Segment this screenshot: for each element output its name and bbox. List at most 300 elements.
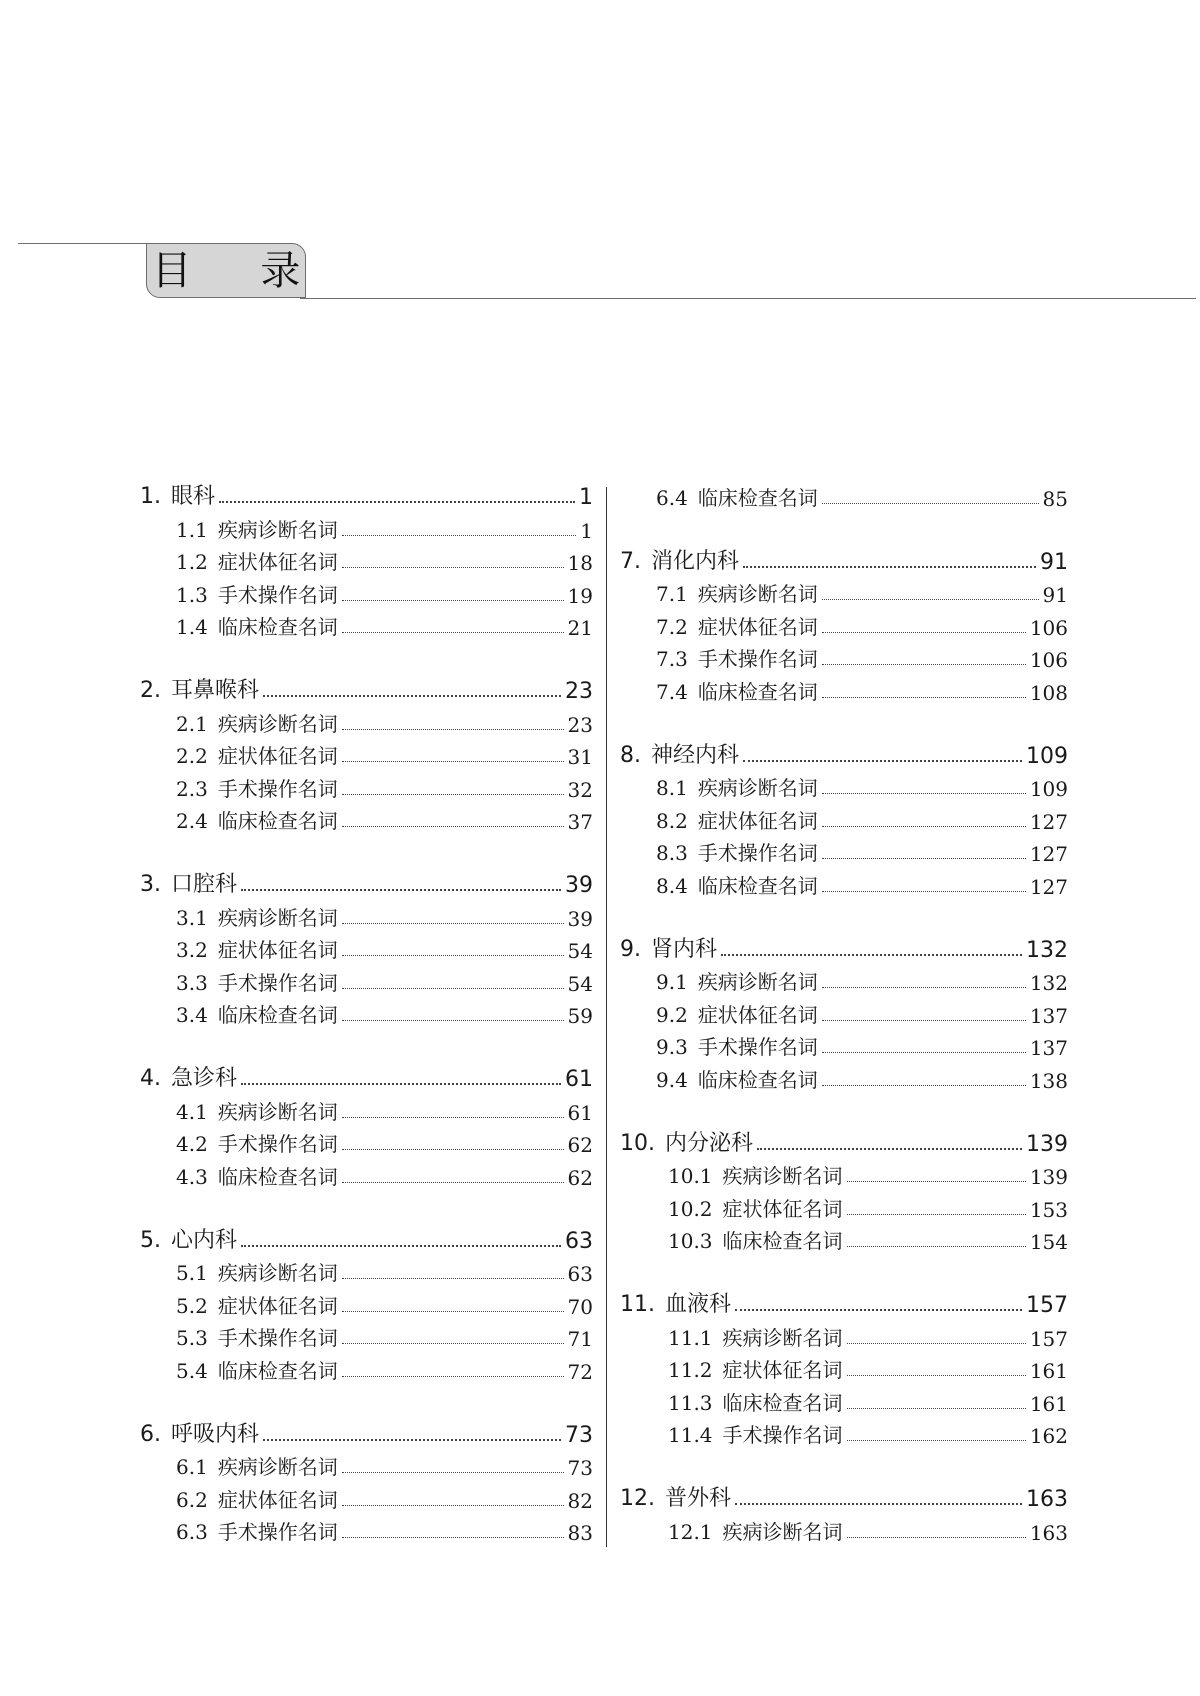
dot-leader (847, 1214, 1026, 1215)
section-number: 8.2 (656, 808, 688, 833)
chapter-label (620, 932, 717, 963)
dot-leader (822, 891, 1026, 892)
toc-chapter-entry[interactable] (620, 1286, 1068, 1318)
chapter-number: 3. (140, 872, 161, 897)
toc-chapter-entry[interactable] (620, 543, 1068, 575)
section-label (656, 1031, 818, 1060)
section-title: 症状体征名词 (697, 808, 818, 833)
page-number: 127 (1029, 874, 1068, 899)
page-number: 127 (1029, 842, 1068, 866)
dot-leader (342, 988, 564, 989)
section-title: 疾病诊断名词 (722, 1164, 843, 1188)
toc-chapter (140, 1060, 593, 1190)
section-label (176, 514, 338, 543)
chapter-label (140, 1417, 259, 1448)
section-label (668, 1193, 843, 1222)
toc-section-entry[interactable] (620, 995, 1068, 1028)
section-number: 7.4 (656, 679, 688, 704)
chapter-label (140, 1223, 237, 1254)
dot-leader (822, 632, 1026, 633)
dot-leader (822, 858, 1026, 859)
section-number: 5.1 (176, 1261, 208, 1285)
chapter-title: 心内科 (171, 1227, 238, 1253)
dot-leader (822, 1085, 1026, 1086)
dot-leader (342, 729, 564, 730)
page-number: 139 (1026, 1131, 1068, 1157)
section-label (656, 643, 818, 672)
page-number: 73 (567, 1456, 593, 1480)
toc-section-entry[interactable] (620, 1028, 1068, 1061)
chapter-number: 7. (620, 548, 641, 574)
chapter-number: 10. (620, 1130, 655, 1156)
toc-section-entry[interactable] (620, 1189, 1068, 1222)
toc-chapter (620, 543, 1068, 705)
page-number: 157 (1026, 1293, 1068, 1318)
toc-chapter-entry[interactable] (140, 1060, 593, 1092)
chapter-number: 12. (620, 1486, 655, 1511)
toc-chapter (620, 1286, 1068, 1448)
toc-chapter-entry[interactable] (140, 672, 593, 704)
toc-chapter (620, 1125, 1068, 1255)
chapter-title: 耳鼻喉科 (171, 678, 260, 703)
toc-chapter (140, 478, 593, 640)
section-title: 临床检查名词 (697, 1067, 818, 1092)
chapter-title: 呼吸内科 (171, 1421, 260, 1447)
page-number: 82 (567, 1488, 593, 1513)
toc-section-entry[interactable] (140, 1254, 593, 1287)
section-number: 1.2 (176, 550, 208, 574)
toc-section-entry[interactable] (140, 1319, 593, 1352)
dot-leader (822, 1020, 1026, 1021)
chapter-title: 内分泌科 (665, 1130, 754, 1156)
section-number: 2.4 (176, 809, 208, 833)
section-label (668, 1419, 843, 1448)
page-number: 63 (567, 1262, 593, 1286)
section-title: 手术操作名词 (217, 1132, 338, 1156)
section-label (176, 1451, 338, 1480)
section-label (176, 1355, 338, 1384)
section-number: 4.1 (176, 1099, 208, 1124)
page-number: 32 (567, 777, 593, 802)
dot-leader (342, 1376, 564, 1377)
chapter-title: 急诊科 (171, 1066, 238, 1091)
dot-leader (342, 1472, 564, 1473)
page-number: 139 (1029, 1165, 1068, 1189)
page-number: 108 (1029, 680, 1068, 705)
page-number: 54 (567, 939, 593, 963)
toc-section-entry[interactable] (140, 898, 593, 931)
page-number: 61 (567, 1100, 593, 1125)
toc-chapter (620, 931, 1068, 1093)
page-number: 62 (567, 1133, 593, 1157)
dot-leader (822, 1052, 1026, 1053)
page-number: 85 (1042, 486, 1068, 511)
dot-leader (342, 761, 564, 762)
dot-leader (822, 826, 1026, 827)
section-title: 症状体征名词 (722, 1196, 843, 1221)
toc-section-entry[interactable] (140, 1157, 593, 1190)
chapter-label (620, 738, 739, 769)
dot-leader (342, 1117, 564, 1118)
toc-chapter-entry[interactable] (620, 737, 1068, 769)
section-title: 临床检查名词 (217, 615, 338, 639)
page-number: 73 (565, 1422, 593, 1448)
section-number: 6.3 (176, 1520, 208, 1544)
toc-chapter (620, 1480, 1068, 1545)
dot-leader (757, 1148, 1022, 1150)
section-number: 3.3 (176, 970, 208, 995)
toc-section-entry[interactable] (620, 769, 1068, 802)
section-label (176, 740, 338, 769)
dot-leader (847, 1246, 1026, 1247)
chapter-title: 普外科 (665, 1486, 732, 1511)
section-label (656, 676, 818, 705)
toc-section-entry[interactable] (140, 510, 593, 543)
section-label (656, 482, 818, 511)
section-label (176, 1128, 338, 1157)
toc-left-column (140, 478, 593, 1577)
toc-section-entry[interactable] (140, 1286, 593, 1319)
dot-leader (721, 954, 1022, 956)
column-divider (606, 487, 607, 1547)
section-title: 症状体征名词 (722, 1358, 843, 1382)
section-number: 8.3 (656, 841, 688, 865)
dot-leader (847, 1440, 1026, 1441)
toc-section-entry[interactable] (140, 1092, 593, 1125)
dot-leader (342, 567, 564, 568)
section-number: 7.2 (656, 614, 688, 639)
section-title: 手术操作名词 (217, 1520, 338, 1544)
toc-section-entry[interactable] (620, 1416, 1068, 1449)
section-title: 临床检查名词 (722, 1390, 843, 1415)
dot-leader (241, 1083, 561, 1085)
page-number: 137 (1029, 1003, 1068, 1028)
section-number: 10.2 (668, 1196, 713, 1221)
page-number: 72 (567, 1359, 593, 1384)
toc-section-entry[interactable] (620, 1060, 1068, 1093)
toc-section-entry[interactable] (140, 1351, 593, 1384)
chapter-label (140, 867, 237, 898)
section-label (656, 1064, 818, 1093)
toc-section-entry[interactable] (140, 963, 593, 996)
page-number: 106 (1029, 615, 1068, 640)
toc-section-entry[interactable] (140, 996, 593, 1029)
page-number: 109 (1029, 777, 1068, 801)
dot-leader (342, 1343, 564, 1344)
toc-chapter-entry[interactable] (620, 931, 1068, 963)
page-title: 目 录 (151, 247, 329, 294)
section-title: 疾病诊断名词 (217, 905, 338, 930)
toc-section-entry[interactable] (140, 575, 593, 608)
chapter-title: 神经内科 (651, 742, 740, 768)
chapter-title: 消化内科 (651, 548, 740, 574)
page-number: 163 (1026, 1487, 1068, 1512)
section-title: 临床检查名词 (722, 1229, 843, 1253)
section-title: 手术操作名词 (697, 647, 818, 671)
section-label (656, 772, 818, 801)
page-number: 83 (567, 1521, 593, 1545)
chapter-number: 8. (620, 742, 641, 768)
dot-leader (342, 600, 564, 601)
dot-leader (822, 599, 1039, 600)
toc-section-entry[interactable] (620, 1351, 1068, 1384)
toc-right-column (620, 478, 1068, 1577)
chapter-title: 眼科 (171, 484, 216, 509)
page-number: 39 (565, 873, 593, 898)
dot-leader (342, 923, 564, 924)
page-number: 154 (1029, 1230, 1068, 1254)
dot-leader (263, 695, 561, 697)
section-label (176, 999, 338, 1028)
toc-section-entry[interactable] (140, 769, 593, 802)
section-label (176, 902, 338, 931)
section-title: 手术操作名词 (217, 1326, 338, 1350)
toc-section-entry[interactable] (140, 737, 593, 770)
page-number: 1 (579, 485, 593, 510)
toc-section-entry[interactable] (620, 1222, 1068, 1255)
dot-leader (342, 1020, 564, 1021)
toc-section-entry[interactable] (140, 1125, 593, 1158)
toc-section-entry[interactable] (620, 1157, 1068, 1190)
page-number: 21 (567, 616, 593, 640)
page-number: 163 (1029, 1520, 1068, 1545)
section-number: 1.3 (176, 582, 208, 607)
dot-leader (822, 697, 1026, 698)
toc-section-entry[interactable] (140, 704, 593, 737)
toc-chapter-entry[interactable] (140, 1222, 593, 1254)
section-title: 症状体征名词 (217, 744, 338, 768)
toc-chapter-entry[interactable] (140, 478, 593, 510)
dot-leader (342, 535, 576, 536)
page-number: 59 (567, 1004, 593, 1028)
toc-section-entry[interactable] (620, 801, 1068, 834)
dot-leader (342, 1537, 564, 1538)
dot-leader (743, 566, 1036, 568)
toc-section-entry[interactable] (140, 1448, 593, 1481)
section-label (176, 1484, 338, 1513)
section-number: 7.1 (656, 582, 688, 606)
section-title: 疾病诊断名词 (697, 582, 818, 606)
page-number: 19 (567, 583, 593, 608)
page-number: 162 (1029, 1424, 1068, 1448)
toc-continued-sections (620, 478, 1068, 511)
page-number: 153 (1029, 1197, 1068, 1222)
toc-title-tab (146, 243, 329, 298)
dot-leader (735, 1503, 1022, 1505)
dot-leader (847, 1375, 1026, 1376)
chapter-number: 1. (140, 484, 161, 509)
section-title: 疾病诊断名词 (722, 1519, 843, 1544)
toc-section-entry[interactable] (140, 1480, 593, 1513)
section-number: 12.1 (668, 1519, 713, 1544)
page-number: 132 (1026, 937, 1068, 963)
section-label (176, 708, 338, 737)
section-number: 6.1 (176, 1455, 208, 1479)
section-title: 临床检查名词 (697, 873, 818, 898)
toc-section-entry[interactable] (620, 834, 1068, 867)
section-label (176, 1257, 338, 1286)
section-number: 8.1 (656, 776, 688, 800)
section-title: 临床检查名词 (217, 809, 338, 833)
toc-chapter (140, 1222, 593, 1384)
toc-chapter-entry[interactable] (140, 866, 593, 898)
section-number: 7.3 (656, 647, 688, 671)
dot-leader (342, 826, 564, 827)
dot-leader (241, 889, 561, 891)
toc-section-entry[interactable] (140, 608, 593, 641)
section-number: 2.1 (176, 711, 208, 736)
section-number: 3.1 (176, 905, 208, 930)
section-number: 11.4 (668, 1423, 713, 1447)
section-label (668, 1225, 843, 1254)
section-label (668, 1354, 843, 1383)
section-label (668, 1516, 843, 1545)
dot-leader (342, 1505, 564, 1506)
toc-section-entry[interactable] (620, 866, 1068, 899)
dot-leader (241, 1245, 561, 1247)
toc-section-entry[interactable] (620, 478, 1068, 511)
section-number: 11.3 (668, 1390, 713, 1415)
page-number: 138 (1029, 1068, 1068, 1093)
page-number: 71 (567, 1327, 593, 1351)
section-title: 疾病诊断名词 (217, 1455, 338, 1479)
section-label (176, 773, 338, 802)
section-label (656, 837, 818, 866)
section-title: 症状体征名词 (217, 1293, 338, 1318)
section-title: 症状体征名词 (697, 614, 818, 639)
section-title: 症状体征名词 (217, 1487, 338, 1512)
page-number: 106 (1029, 648, 1068, 672)
section-label (656, 611, 818, 640)
page-number: 23 (565, 679, 593, 704)
section-label (176, 611, 338, 640)
dot-leader (342, 1278, 564, 1279)
section-number: 10.3 (668, 1229, 713, 1253)
section-title: 临床检查名词 (217, 1358, 338, 1383)
section-title: 手术操作名词 (722, 1423, 843, 1447)
page-number: 39 (567, 906, 593, 931)
dot-leader (342, 1149, 564, 1150)
section-label (176, 934, 338, 963)
chapter-number: 5. (140, 1227, 161, 1253)
section-label (656, 578, 818, 607)
page-number: 157 (1029, 1326, 1068, 1351)
chapter-number: 2. (140, 678, 161, 703)
toc-section-entry[interactable] (140, 931, 593, 964)
section-number: 9.3 (656, 1035, 688, 1059)
page-number: 18 (567, 551, 593, 575)
toc-section-entry[interactable] (140, 543, 593, 576)
toc-chapter-entry[interactable] (140, 1416, 593, 1448)
section-title: 手术操作名词 (217, 582, 338, 607)
toc-section-entry[interactable] (620, 640, 1068, 673)
section-title: 手术操作名词 (217, 970, 338, 995)
dot-leader (735, 1309, 1022, 1311)
dot-leader (847, 1408, 1026, 1409)
chapter-number: 9. (620, 936, 641, 962)
chapter-label (620, 1481, 731, 1512)
section-title: 临床检查名词 (217, 1164, 338, 1189)
toc-section-entry[interactable] (620, 575, 1068, 608)
toc-section-entry[interactable] (620, 1383, 1068, 1416)
section-number: 9.1 (656, 970, 688, 994)
dot-leader (342, 632, 564, 633)
section-number: 6.2 (176, 1487, 208, 1512)
header-rule-left (18, 243, 150, 244)
section-label (668, 1160, 843, 1189)
section-number: 1.4 (176, 615, 208, 639)
page-number: 62 (567, 1165, 593, 1190)
section-title: 症状体征名词 (697, 1002, 818, 1027)
section-label (176, 1290, 338, 1319)
toc-section-entry[interactable] (140, 802, 593, 835)
toc-section-entry[interactable] (620, 1318, 1068, 1351)
section-label (176, 1516, 338, 1545)
section-label (176, 579, 338, 608)
page-number: 91 (1040, 549, 1068, 575)
toc-section-entry[interactable] (620, 672, 1068, 705)
chapter-number: 11. (620, 1292, 655, 1317)
section-number: 4.3 (176, 1164, 208, 1189)
page-number: 161 (1029, 1391, 1068, 1416)
chapter-number: 6. (140, 1421, 161, 1447)
section-label (176, 1322, 338, 1351)
section-label (176, 546, 338, 575)
page-number: 161 (1029, 1359, 1068, 1383)
toc-section-entry[interactable] (620, 607, 1068, 640)
section-label (656, 805, 818, 834)
section-number: 9.2 (656, 1002, 688, 1027)
section-title: 症状体征名词 (217, 938, 338, 962)
toc-section-entry[interactable] (620, 963, 1068, 996)
section-label (176, 1161, 338, 1190)
chapter-title: 血液科 (665, 1292, 732, 1317)
section-title: 手术操作名词 (697, 841, 818, 865)
page-number: 109 (1026, 743, 1068, 769)
section-title: 疾病诊断名词 (217, 517, 338, 542)
section-title: 疾病诊断名词 (217, 711, 338, 736)
page-number: 23 (567, 712, 593, 737)
section-title: 手术操作名词 (217, 776, 338, 801)
section-label (176, 967, 338, 996)
section-number: 5.3 (176, 1326, 208, 1350)
section-title: 临床检查名词 (697, 679, 818, 704)
section-number: 3.2 (176, 938, 208, 962)
dot-leader (342, 1311, 564, 1312)
page-number: 127 (1029, 809, 1068, 834)
dot-leader (847, 1181, 1026, 1182)
section-number: 9.4 (656, 1067, 688, 1092)
page-number: 1 (580, 518, 593, 543)
section-label (668, 1322, 843, 1351)
page-number: 63 (565, 1228, 593, 1254)
toc-chapter-entry[interactable] (620, 1125, 1068, 1157)
section-number: 10.1 (668, 1164, 713, 1188)
chapter-label (620, 544, 739, 575)
chapter-number: 4. (140, 1066, 161, 1091)
toc-section-entry[interactable] (620, 1512, 1068, 1545)
chapter-label (140, 673, 259, 704)
dot-leader (822, 664, 1026, 665)
toc-chapter-entry[interactable] (620, 1480, 1068, 1512)
page-number: 31 (567, 745, 593, 769)
page-number: 137 (1029, 1036, 1068, 1060)
section-label (668, 1387, 843, 1416)
toc-section-entry[interactable] (140, 1513, 593, 1546)
section-title: 疾病诊断名词 (697, 776, 818, 800)
section-number: 3.4 (176, 1003, 208, 1027)
section-title: 疾病诊断名词 (722, 1325, 843, 1350)
